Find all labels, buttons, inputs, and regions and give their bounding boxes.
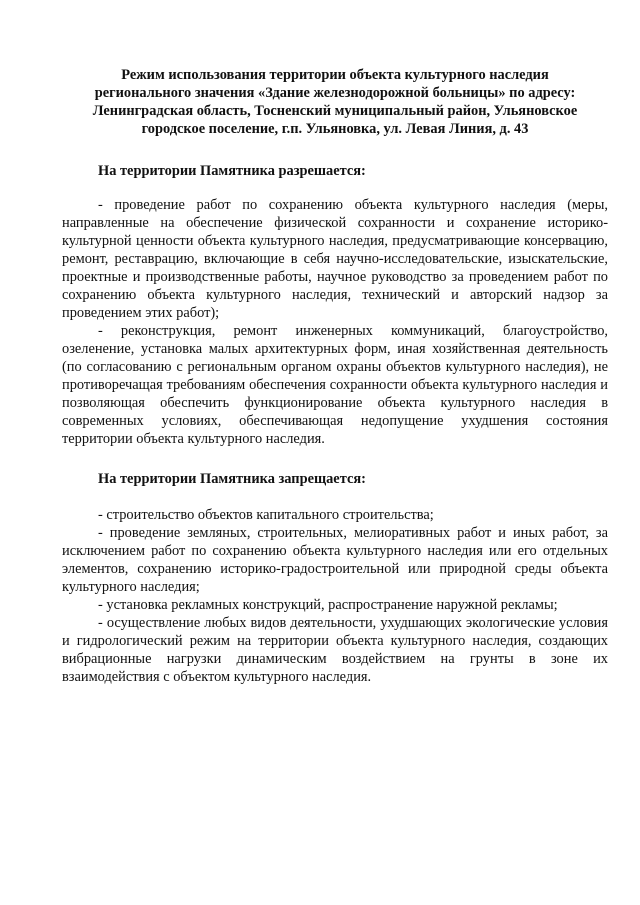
document-title [62, 66, 608, 138]
allowed-item-2: - реконструкция, ремонт инженерных коммуникаций, благоустройство, озеленение, установка малых архитектурных форм, иная хозяйственная деятельность (по согласованию с региональным органом охраны объектов культурного наследия), не противоречащая требованиям обеспечения сохранности объекта культурного наследия и позволяющая обеспечить функционирование объекта культурного наследия в современных условиях, обеспечивающая недопущение ухудшения состояния территории объекта культурного наследия. [62, 323, 608, 447]
title-line-3: Ленинградская область, Тосненский муниципальный район, Ульяновское [92, 103, 578, 119]
allowed-item-1: - проведение работ по сохранению объекта культурного наследия (меры, направленные на обеспечение физической сохранности и сохранение историко-культурной ценности объекта культурного наследия, предусматривающие консервацию, ремонт, реставрацию, включающие в себя научно-исследовательские, изыскательские, проектные и производственные работы, научное руководство за проведением работ по сохранению объекта культурного наследия, технический и авторский надзор за проведением этих работ); [62, 197, 608, 321]
title-line-4: городское поселение, г.п. Ульяновка, ул. Левая Линия, д. 43 [141, 121, 529, 137]
forbidden-item-4: - осуществление любых видов деятельности, ухудшающих экологические условия и гидрологический режим на территории объекта культурного наследия, создающих вибрационные нагрузки динамическим воздействием на грунты в зоне их взаимодействия с объектом культурного наследия. [62, 615, 608, 685]
title-line-2: регионального значения «Здание железнодорожной больницы» по адресу: [94, 85, 576, 101]
title-line-1: Режим использования территории объекта культурного наследия [121, 67, 549, 83]
forbidden-item-2: - проведение земляных, строительных, мелиоративных работ и иных работ, за исключением работ по сохранению объекта культурного наследия или его отдельных элементов, сохранению историко-градостроительной или природной среды объекта культурного наследия; [62, 525, 608, 595]
forbidden-heading: На территории Памятника запрещается: [98, 471, 366, 487]
allowed-heading: На территории Памятника разрешается: [98, 163, 366, 179]
forbidden-item-3: - установка рекламных конструкций, распространение наружной рекламы; [98, 597, 558, 613]
forbidden-item-1: - строительство объектов капитального строительства; [98, 507, 434, 523]
document-page [62, 66, 608, 686]
forbidden-list [62, 506, 608, 686]
allowed-list [62, 196, 608, 448]
